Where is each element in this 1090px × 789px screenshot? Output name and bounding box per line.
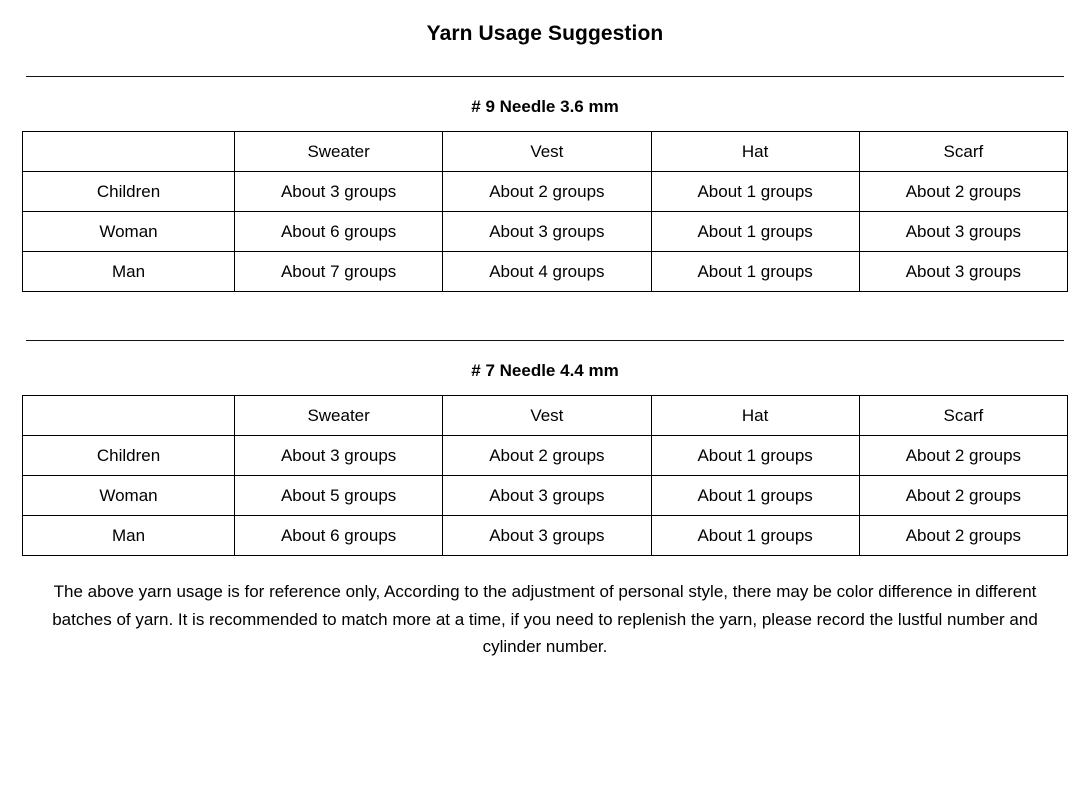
column-header-vest: Vest bbox=[443, 132, 651, 172]
cell-children-vest: About 2 groups bbox=[443, 436, 651, 476]
table-row bbox=[23, 212, 1068, 252]
column-header-hat: Hat bbox=[651, 132, 859, 172]
row-header-man: Man bbox=[23, 252, 235, 292]
page-title: Yarn Usage Suggestion bbox=[426, 22, 664, 45]
yarn-usage-table-needle-7 bbox=[22, 395, 1068, 556]
table-header-row bbox=[23, 132, 1068, 172]
yarn-usage-table-needle-9 bbox=[22, 131, 1068, 292]
cell-children-sweater: About 3 groups bbox=[235, 436, 443, 476]
cell-children-hat: About 1 groups bbox=[651, 172, 859, 212]
table-corner-cell bbox=[23, 132, 235, 172]
row-header-woman: Woman bbox=[23, 212, 235, 252]
cell-man-vest: About 3 groups bbox=[443, 516, 651, 556]
cell-children-vest: About 2 groups bbox=[443, 172, 651, 212]
table-row bbox=[23, 436, 1068, 476]
divider-top bbox=[26, 76, 1064, 77]
cell-children-scarf: About 2 groups bbox=[859, 436, 1067, 476]
cell-children-scarf: About 2 groups bbox=[859, 172, 1067, 212]
cell-woman-scarf: About 3 groups bbox=[859, 212, 1067, 252]
disclaimer-note: The above yarn usage is for reference only, According to the adjustment of personal style, there may be color difference in different batches of yarn. It is recommended to match more at a time, if you need to replenish the yarn, please record the lustful number and cylinder number. bbox=[52, 582, 1038, 657]
cell-man-vest: About 4 groups bbox=[443, 252, 651, 292]
section-heading-needle-7: # 7 Needle 4.4 mm bbox=[471, 361, 619, 380]
table-corner-cell bbox=[23, 396, 235, 436]
divider-middle bbox=[26, 340, 1064, 341]
cell-man-scarf: About 2 groups bbox=[859, 516, 1067, 556]
row-header-children: Children bbox=[23, 172, 235, 212]
cell-children-hat: About 1 groups bbox=[651, 436, 859, 476]
cell-man-hat: About 1 groups bbox=[651, 252, 859, 292]
table-row bbox=[23, 516, 1068, 556]
row-header-woman: Woman bbox=[23, 476, 235, 516]
cell-woman-sweater: About 5 groups bbox=[235, 476, 443, 516]
column-header-scarf: Scarf bbox=[859, 132, 1067, 172]
cell-woman-scarf: About 2 groups bbox=[859, 476, 1067, 516]
column-header-hat: Hat bbox=[651, 396, 859, 436]
table-row bbox=[23, 252, 1068, 292]
row-header-children: Children bbox=[23, 436, 235, 476]
cell-woman-vest: About 3 groups bbox=[443, 212, 651, 252]
cell-man-sweater: About 6 groups bbox=[235, 516, 443, 556]
cell-man-hat: About 1 groups bbox=[651, 516, 859, 556]
cell-man-sweater: About 7 groups bbox=[235, 252, 443, 292]
cell-children-sweater: About 3 groups bbox=[235, 172, 443, 212]
table-header-row bbox=[23, 396, 1068, 436]
document-page bbox=[0, 22, 1090, 789]
table-row bbox=[23, 476, 1068, 516]
column-header-sweater: Sweater bbox=[235, 396, 443, 436]
cell-woman-hat: About 1 groups bbox=[651, 212, 859, 252]
section-heading-needle-9: # 9 Needle 3.6 mm bbox=[471, 97, 619, 116]
table-row bbox=[23, 172, 1068, 212]
row-header-man: Man bbox=[23, 516, 235, 556]
column-header-scarf: Scarf bbox=[859, 396, 1067, 436]
cell-woman-hat: About 1 groups bbox=[651, 476, 859, 516]
cell-woman-sweater: About 6 groups bbox=[235, 212, 443, 252]
cell-woman-vest: About 3 groups bbox=[443, 476, 651, 516]
cell-man-scarf: About 3 groups bbox=[859, 252, 1067, 292]
column-header-sweater: Sweater bbox=[235, 132, 443, 172]
section-spacer bbox=[22, 292, 1068, 310]
column-header-vest: Vest bbox=[443, 396, 651, 436]
